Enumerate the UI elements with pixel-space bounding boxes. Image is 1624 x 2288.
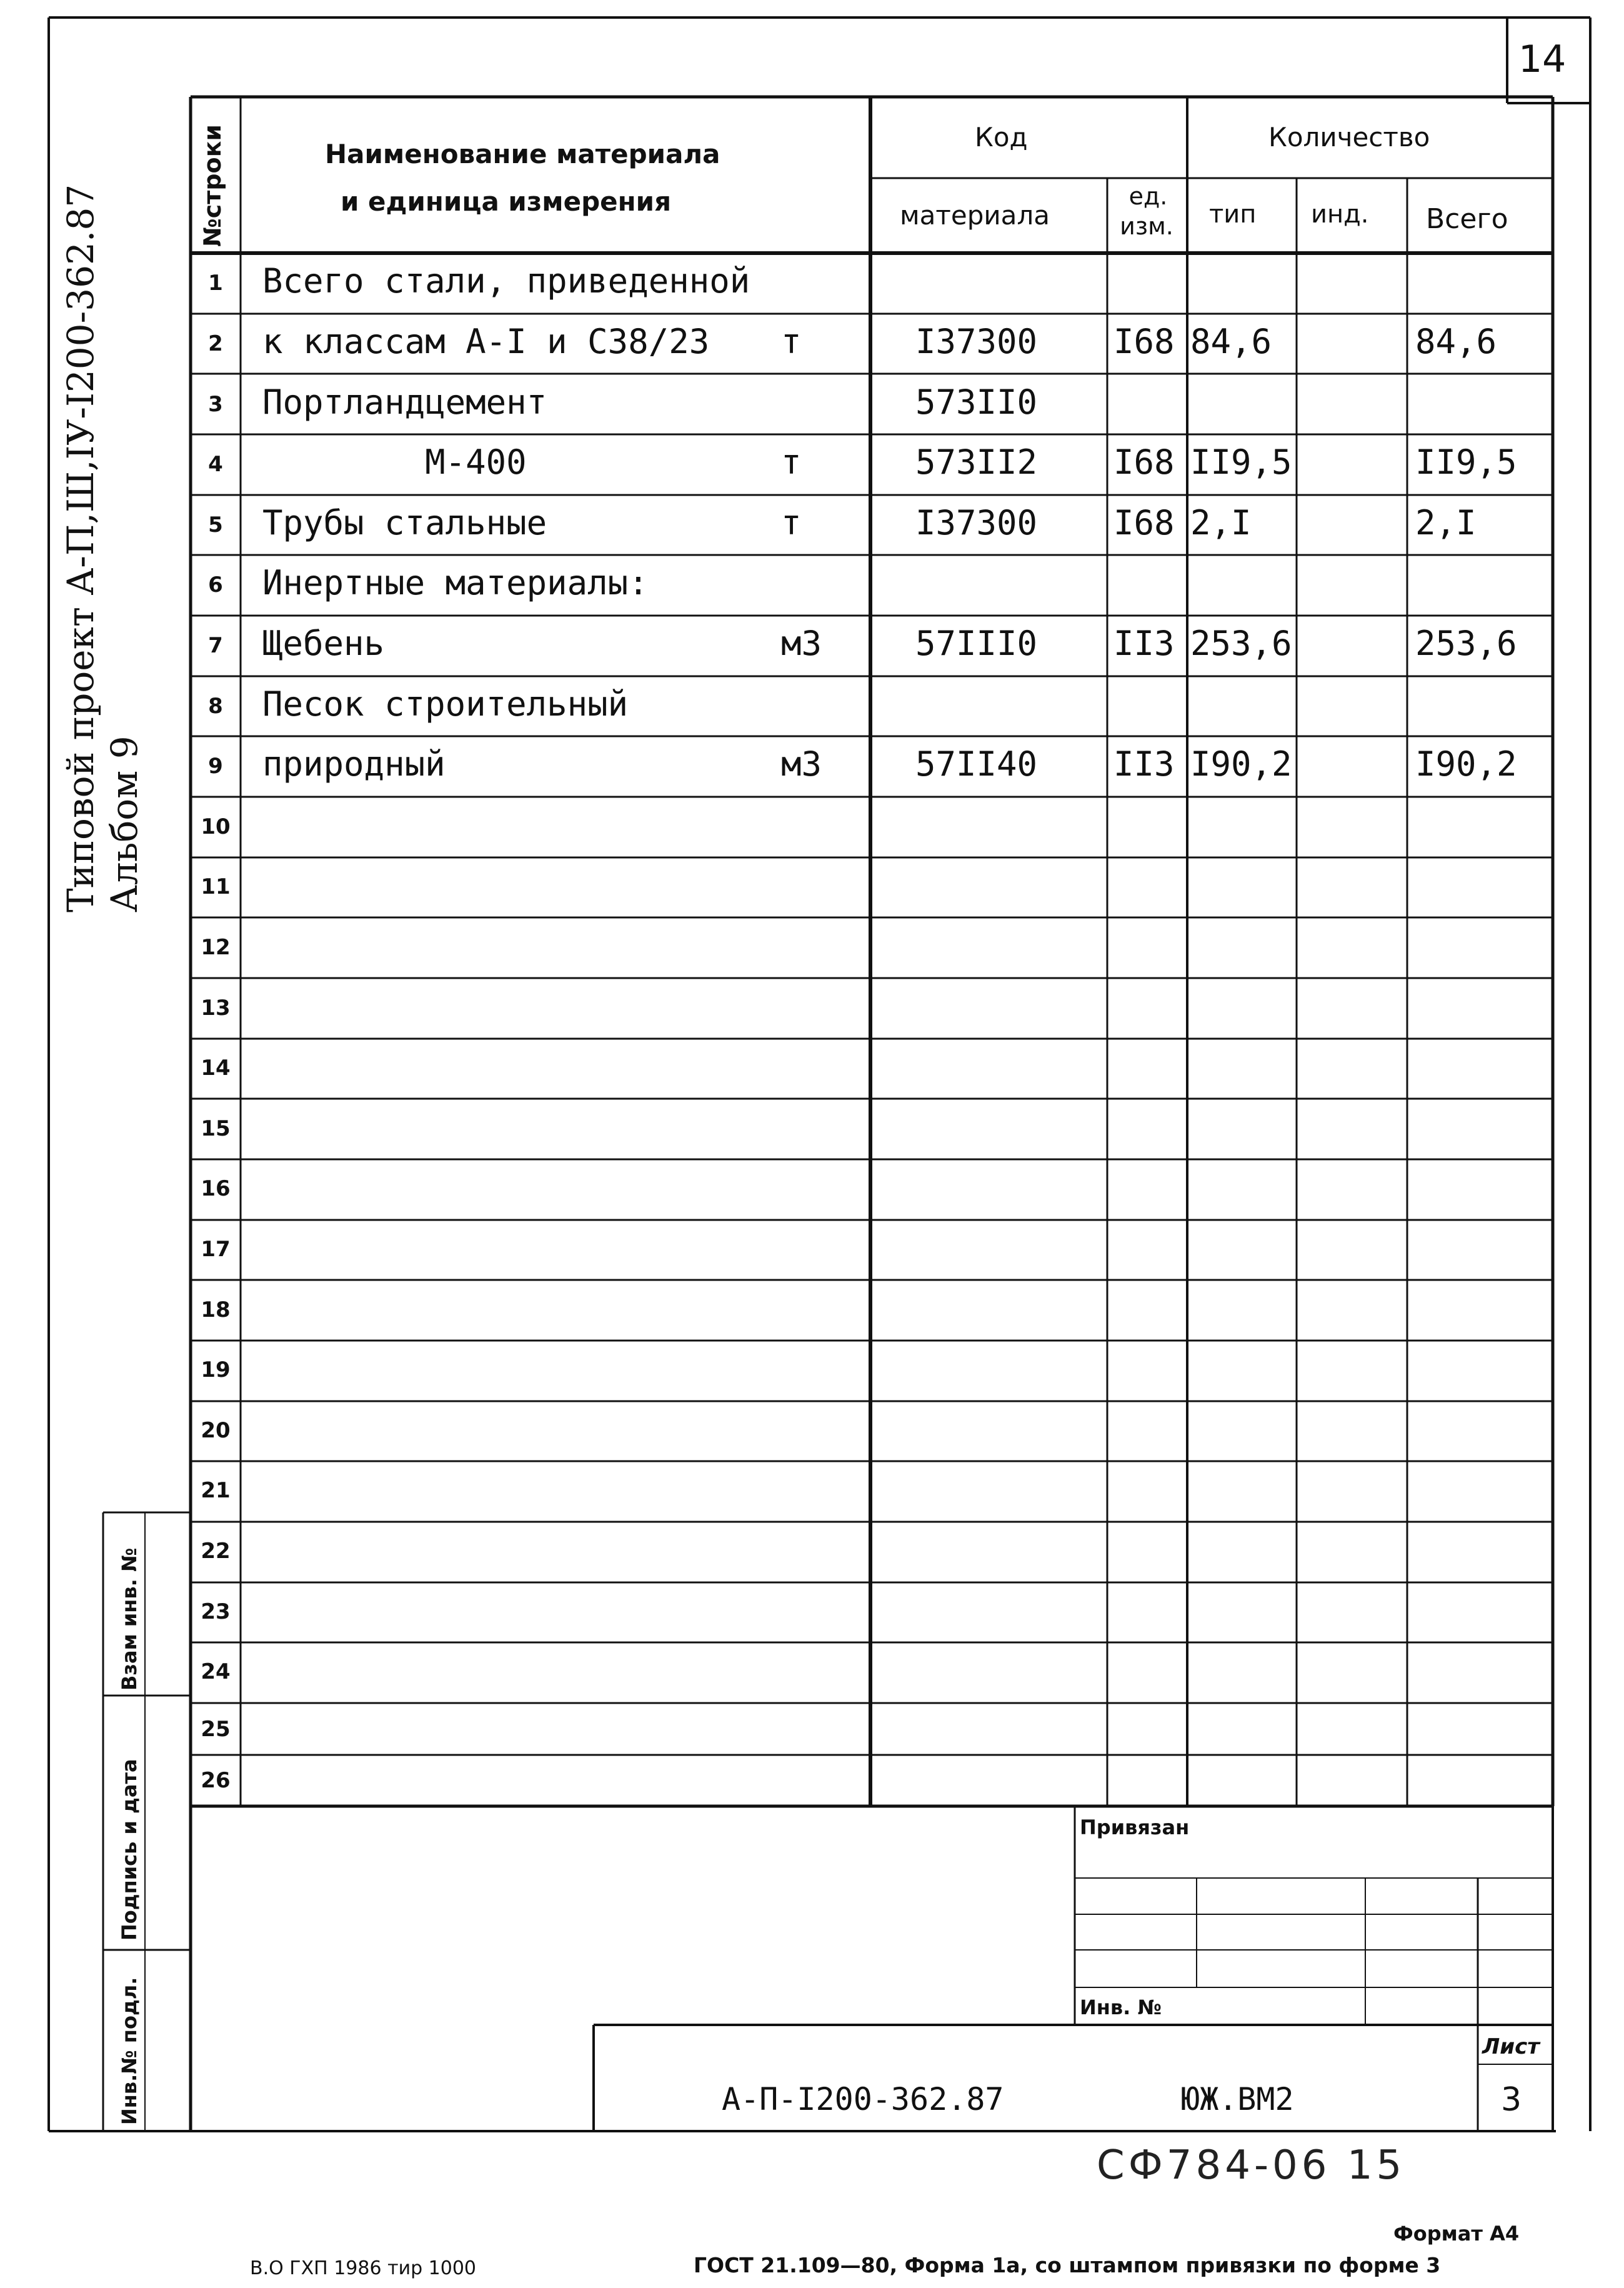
cell-name: М-400 (262, 442, 527, 482)
cell-name: Портландцемент (262, 382, 547, 422)
album-label: Альбом 9 (103, 736, 146, 912)
cell-unit: т (781, 442, 802, 482)
row-number: 2 (208, 331, 223, 356)
cell-total: 84,6 (1415, 321, 1497, 361)
unit-header-line1: ед. (1128, 182, 1168, 210)
row-number: 14 (201, 1056, 231, 1081)
row-number: 21 (201, 1478, 231, 1504)
cell-ed: I68 (1113, 321, 1175, 361)
code-group-header: Код (975, 122, 1028, 152)
cell-name: Всего стали, приведенной (262, 261, 750, 301)
row-number: 15 (201, 1116, 231, 1141)
row-number: 22 (201, 1538, 231, 1564)
unit-header-line2: изм. (1120, 212, 1173, 240)
row-number: 13 (201, 995, 231, 1021)
document-code: А-П-I200-362.87 (722, 2081, 1004, 2117)
cell-name: природный (262, 744, 446, 784)
cell-ed: II3 (1113, 623, 1175, 663)
cell-name: Песок строительный (262, 684, 629, 724)
row-number: 10 (201, 814, 231, 839)
cell-tip: II9,5 (1190, 442, 1292, 482)
code-material-header: материала (900, 200, 1050, 231)
row-number: 18 (201, 1297, 231, 1322)
cell-total: 2,I (1415, 502, 1477, 542)
inv-no-label: Инв. № (1080, 1996, 1162, 2019)
cell-unit: т (781, 321, 802, 361)
cell-code: 573II0 (915, 382, 1038, 422)
row-number: 8 (208, 693, 223, 719)
footer-gost-note: ГОСТ 21.109—80, Форма 1а, со штампом привязки по форме 3 (694, 2253, 1441, 2277)
podpis-data-label: Подпись и дата (117, 1759, 141, 1941)
inv-podl-label: Инв.№ подл. (117, 1977, 141, 2125)
name-header-line2: и единица измерения (341, 186, 672, 217)
project-title: Типовой проект А-П,Ш,IУ-I200-362.87 (59, 184, 102, 912)
handwritten-code: СФ784-06 15 (1097, 2142, 1406, 2189)
cell-name: к классам А-I и С38/23 (262, 321, 710, 361)
row-number: 23 (201, 1599, 231, 1624)
cell-code: 57II40 (915, 744, 1038, 784)
cell-code: I37300 (915, 502, 1038, 542)
cell-unit: м3 (781, 744, 822, 784)
row-number: 3 (208, 391, 223, 417)
footer-print-info: В.О ГХП 1986 тир 1000 (250, 2257, 476, 2279)
cell-name: Инертные материалы: (262, 563, 649, 603)
row-number: 19 (201, 1357, 231, 1383)
cell-code: 57III0 (915, 623, 1038, 663)
quantity-group-header: Количество (1268, 122, 1430, 152)
cell-ed: I68 (1113, 442, 1175, 482)
cell-tip: I90,2 (1190, 744, 1292, 784)
list-value: 3 (1501, 2081, 1522, 2119)
vzam-inv-label: Взам инв. № (117, 1547, 141, 1691)
row-number: 16 (201, 1176, 231, 1202)
cell-ed: II3 (1113, 744, 1175, 784)
quantity-type-header: тип (1209, 200, 1257, 229)
cell-total: I90,2 (1415, 744, 1517, 784)
privyazan-label: Привязан (1080, 1816, 1190, 1839)
cell-ed: I68 (1113, 502, 1175, 542)
cell-unit: т (781, 502, 802, 542)
row-number: 4 (208, 452, 223, 477)
cell-name: Трубы стальные (262, 502, 547, 542)
row-number: 1 (208, 271, 223, 296)
row-number: 6 (208, 572, 223, 598)
row-number: 25 (201, 1716, 231, 1742)
row-number: 11 (201, 874, 231, 900)
quantity-ind-header: инд. (1311, 200, 1369, 229)
cell-total: 253,6 (1415, 623, 1517, 663)
row-number: 24 (201, 1659, 231, 1685)
cell-total: II9,5 (1415, 442, 1517, 482)
row-number: 26 (201, 1768, 231, 1793)
name-header-line1: Наименование материала (325, 139, 720, 169)
row-number: 5 (208, 512, 223, 537)
cell-tip: 2,I (1190, 502, 1252, 542)
list-label: Лист (1482, 2034, 1540, 2059)
row-number: 20 (201, 1417, 231, 1443)
cell-name: Щебень (262, 623, 385, 663)
cell-code: 573II2 (915, 442, 1038, 482)
row-number: 9 (208, 754, 223, 779)
cell-tip: 84,6 (1190, 321, 1272, 361)
cell-code: I37300 (915, 321, 1038, 361)
row-number: 12 (201, 934, 231, 960)
cell-unit: м3 (781, 623, 822, 663)
sheet-code: ЮЖ.ВМ2 (1181, 2081, 1294, 2117)
format-label: Формат А4 (1393, 2222, 1520, 2246)
row-number: 17 (201, 1236, 231, 1262)
row-number: 7 (208, 632, 223, 658)
row-number-header: №строки (199, 124, 226, 247)
page-number: 14 (1518, 37, 1567, 81)
quantity-total-header: Всего (1426, 203, 1508, 235)
cell-tip: 253,6 (1190, 623, 1292, 663)
